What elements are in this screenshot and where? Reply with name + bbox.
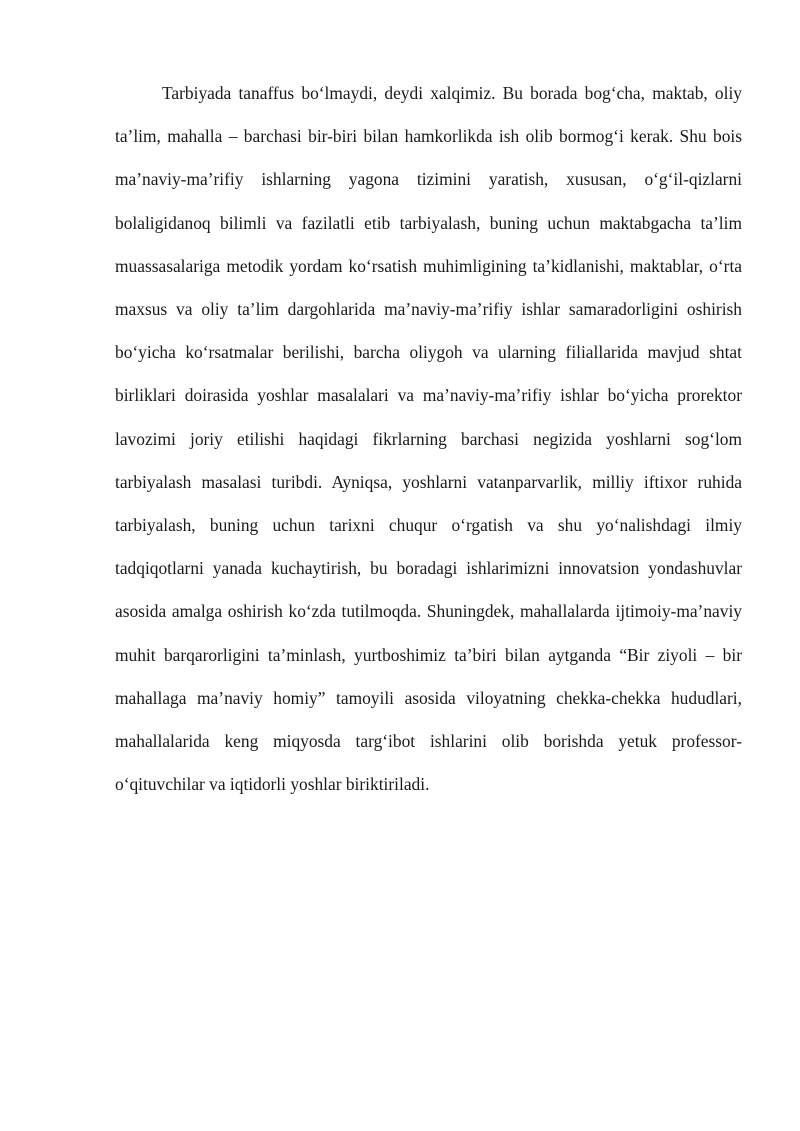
body-paragraph: Tarbiyada tanaffus bo‘lmaydi, deydi xalqimiz. Bu borada bog‘cha, maktab, oliy ta’lim, mahalla – barchasi bir-biri bilan hamkorlikda ish olib bormog‘i kerak. Shu bois ma’naviy-ma’rifiy ishlarning yagona tizimini yaratish, xususan, o‘g‘il-qizlarni bolaligidanoq bilimli va fazilatli etib tarbiyalash, buning uchun maktabgacha ta’lim muassasalariga metodik yordam ko‘rsatish muhimligining ta’kidlanishi, maktablar, o‘rta maxsus va oliy ta’lim dargohlarida ma’naviy-ma’rifiy ishlar samaradorligini oshirish bo‘yicha ko‘rsatmalar berilishi, barcha oliygoh va ularning filiallarida mavjud shtat birliklari doirasida yoshlar masalalari va ma’naviy-ma’rifiy ishlar bo‘yicha prorektor lavozimi joriy etilishi haqidagi fikrlarning barchasi negizida yoshlarni sog‘lom tarbiyalash masalasi turibdi. Ayniqsa, yoshlarni vatanparvarlik, milliy iftixor ruhida tarbiyalash, buning uchun tarixni chuqur o‘rgatish va shu yo‘nalishdagi ilmiy tadqiqotlarni yanada kuchaytirish, bu boradagi ishlarimizni innovatsion yondashuvlar asosida amalga oshirish ko‘zda tutilmoqda. Shuningdek, mahallalarda ijtimoiy-ma’naviy muhit barqarorligini ta’minlash, yurtboshimiz ta’biri bilan aytganda “Bir ziyoli – bir mahallaga ma’naviy homiy” tamoyili asosida viloyatning chekka-chekka hududlari, mahallalarida keng miqyosda targ‘ibot ishlarini olib borishda yetuk professor-o‘qituvchilar va iqtidorli yoshlar biriktiriladi.: [115, 83, 742, 795]
